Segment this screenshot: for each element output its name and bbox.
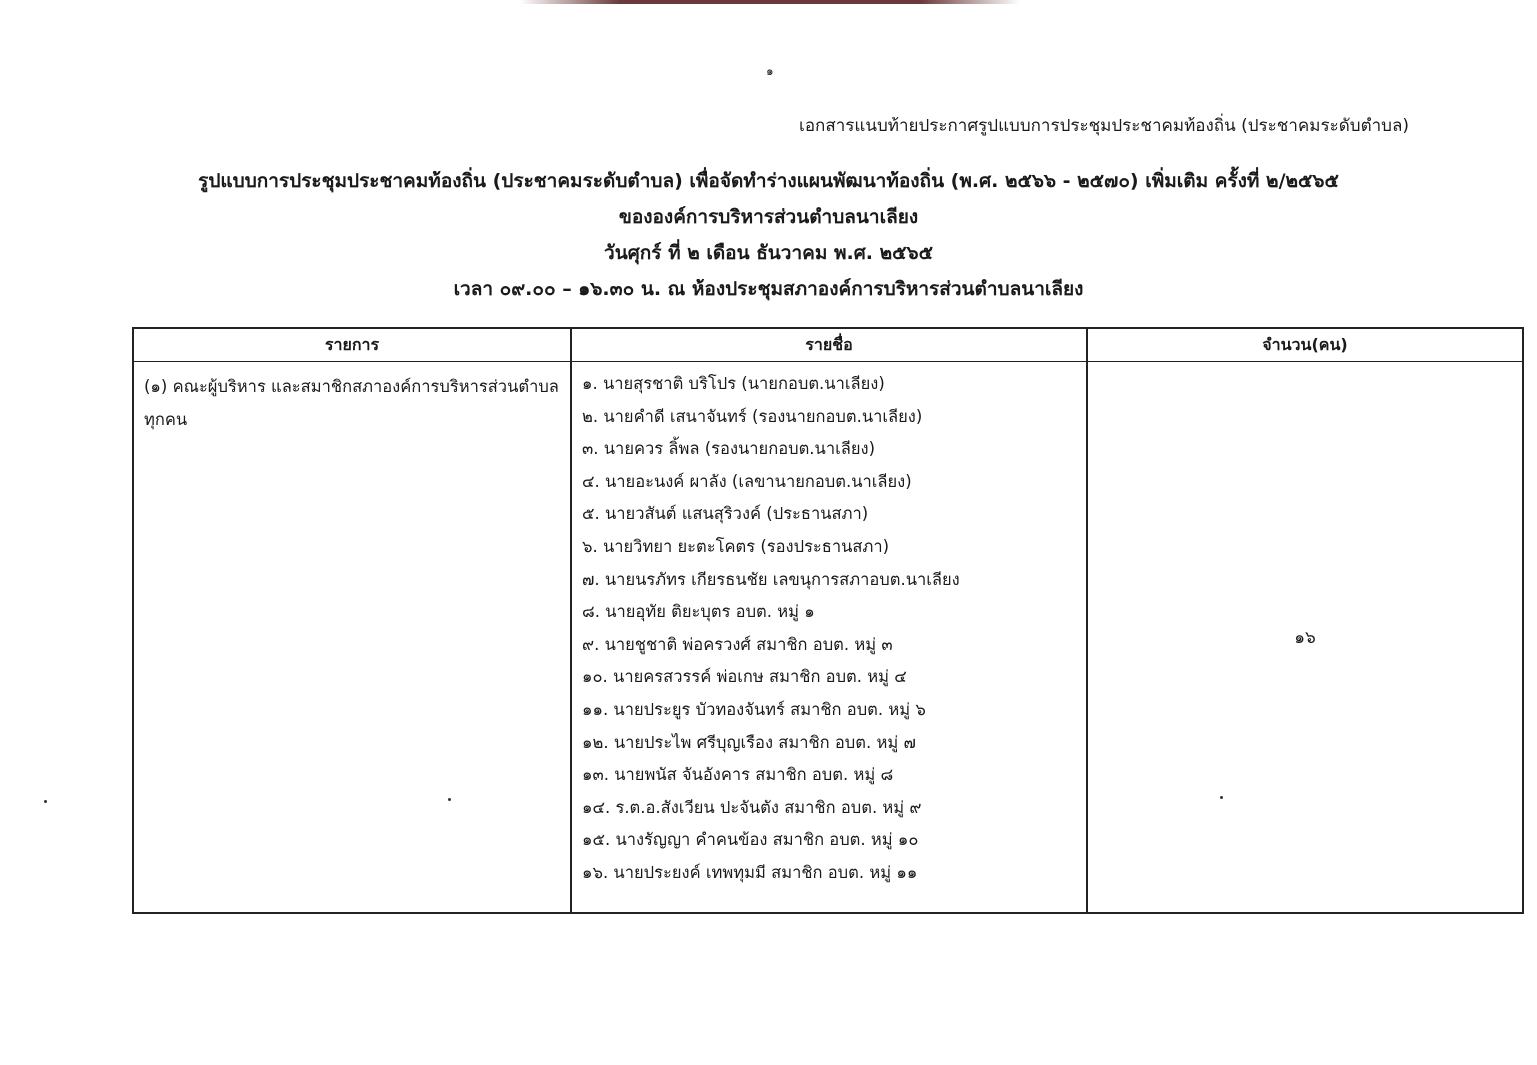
scan-speck (448, 798, 451, 801)
attachment-note: เอกสารแนบท้ายประกาศรูปแบบการประชุมประชาคมท้องถิ่น (ประชาคมระดับตำบล) (799, 116, 1409, 136)
list-item: ๑๒. นายประไพ ศรีบุญเรือง สมาชิก อบต. หมู่ ๗ (582, 732, 916, 752)
title-line-3: วันศุกร์ ที่ ๒ เดือน ธันวาคม พ.ศ. ๒๕๖๕ (604, 242, 933, 264)
scan-speck (44, 800, 47, 803)
scan-top-edge (520, 0, 1020, 4)
header-names: รายชื่อ (571, 328, 1087, 362)
list-item: ๑๓. นายพนัส จันอังคาร สมาชิก อบต. หมู่ ๘ (582, 765, 894, 785)
header-count: จำนวน(คน) (1087, 328, 1523, 362)
name-list (572, 362, 1086, 890)
list-item: ๙. นายชูชาติ พ่อครวงศ์ สมาชิก อบต. หมู่ ๓ (582, 634, 893, 654)
list-item: ๕. นายวสันต์ แสนสุริวงค์ (ประธานสภา) (582, 504, 869, 524)
title-line-1: รูปแบบการประชุมประชาคมท้องถิ่น (ประชาคมระดับตำบล) เพื่อจัดทำร่างแผนพัฒนาท้องถิ่น (พ.ศ. ๒๕๖๖ - ๒๕๗๐) เพิ่มเติม ครั้งที่ ๒/๒๕๖๕ (198, 170, 1339, 192)
list-item: ๑๕. นางรัญญา คำคนข้อง สมาชิก อบต. หมู่ ๑๐ (582, 830, 919, 850)
page-number: ๑ (766, 64, 774, 78)
title-line-4: เวลา ๐๙.๐๐ – ๑๖.๓๐ น. ณ ห้องประชุมสภาองค์การบริหารส่วนตำบลนาเลียง (453, 278, 1084, 300)
table-row (133, 362, 1523, 914)
document-title (0, 163, 1537, 307)
list-item: ๑๑. นายประยูร บัวทองจันทร์ สมาชิก อบต. หมู่ ๖ (582, 699, 926, 719)
scan-speck (1220, 796, 1223, 799)
count-cell: ๑๖ (1087, 362, 1523, 914)
item-description: (๑) คณะผู้บริหาร และสมาชิกสภาองค์การบริหารส่วนตำบลทุกคน (144, 377, 559, 429)
list-item: ๘. นายอุทัย ติยะบุตร อบต. หมู่ ๑ (582, 602, 815, 622)
list-item: ๑๐. นายครสวรรค์ พ่อเกษ สมาชิก อบต. หมู่ ๔ (582, 667, 907, 687)
list-item: ๔. นายอะนงค์ ผาลัง (เลขานายกอบต.นาเลียง) (582, 471, 912, 491)
item-cell (133, 362, 571, 914)
list-item: ๑๔. ร.ต.อ.สังเวียน ปะจันตัง สมาชิก อบต. หมู่ ๙ (582, 797, 922, 817)
title-line-2: ขององค์การบริหารส่วนตำบลนาเลียง (618, 206, 919, 228)
list-item: ๒. นายคำดี เสนาจันทร์ (รองนายกอบต.นาเลียง) (582, 406, 923, 426)
list-item: ๑. นายสุรชาติ บริโปร (นายกอบต.นาเลียง) (582, 374, 885, 393)
header-item: รายการ (133, 328, 571, 362)
list-item: ๑๖. นายประยงค์ เทพทุมมี สมาชิก อบต. หมู่ ๑๑ (582, 862, 918, 882)
list-item: ๗. นายนรภัทร เกียรธนชัย เลขนุการสภาอบต.นาเลียง (582, 569, 960, 589)
table-header-row (133, 328, 1523, 362)
list-item: ๓. นายควร ลิ้พล (รองนายกอบต.นาเลียง) (582, 439, 876, 459)
list-item: ๖. นายวิทยา ยะตะโคตร (รองประธานสภา) (582, 536, 890, 556)
names-cell (571, 362, 1087, 914)
attendee-table (132, 327, 1524, 914)
